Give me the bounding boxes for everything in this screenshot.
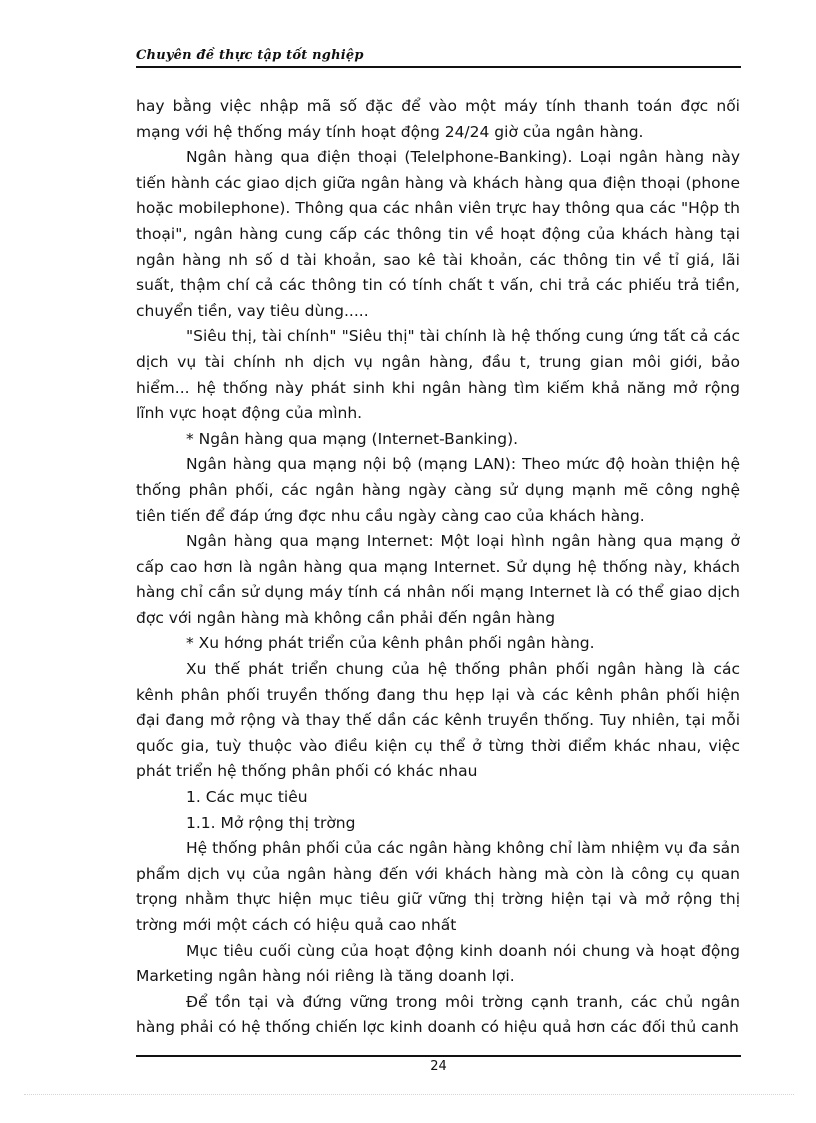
page-edge-divider [24,1094,794,1095]
paragraph: Ngân hàng qua điện thoại (Telelphone-Banking). Loại ngân hàng này tiến hành các giao dịch giữa ngân hàng và khách hàng qua điện thoại (phone hoặc mobilephone). Thông qua các nhân viên trực hay thông qua các "Hộp th thoại", ngân hàng cung cấp các thông tin về hoạt động của khách hàng tại ngân hàng nh số d tài khoản, sao kê tài khoản, các thông tin về tỉ giá, lãi suất, thậm chí cả các thông tin có tính chất t vấn, chi trả các phiếu trả tiền, chuyển tiền, vay tiêu dùng..... [136,148,740,320]
paragraph: Ngân hàng qua mạng nội bộ (mạng LAN): Theo mức độ hoàn thiện hệ thống phân phối, các ngân hàng ngày càng sử dụng mạnh mẽ công nghệ tiên tiến để đáp ứng đợc nhu cầu ngày càng cao của khách hàng. [136,455,740,525]
paragraph: Xu thế phát triển chung của hệ thống phân phối ngân hàng là các kênh phân phối truyền thống đang thu hẹp lại và các kênh phân phối hiện đại đang mở rộng và thay thế dần các kênh truyền thống. Tuy nhiên, tại mỗi quốc gia, tuỳ thuộc vào điều kiện cụ thể ở từng thời điểm khác nhau, việc phát triển hệ thống phân phối có khác nhau [136,660,740,781]
paragraph: hay bằng việc nhập mã số đặc để vào một máy tính thanh toán đợc nối mạng với hệ thống máy tính hoạt động 24/24 giờ của ngân hàng. [136,97,740,141]
paragraph: Ngân hàng qua mạng Internet: Một loại hình ngân hàng qua mạng ở cấp cao hơn là ngân hàng qua mạng Internet. Sử dụng hệ thống này, khách hàng chỉ cần sử dụng máy tính cá nhân nối mạng Internet là có thể giao dịch đợc với ngân hàng mà không cần phải đến ngân hàng [136,532,740,627]
section-heading: 1.1. Mở rộng thị trờng [186,813,356,832]
page-number: 24 [430,1059,447,1074]
section-heading: 1. Các mục tiêu [186,788,308,807]
paragraph: "Siêu thị, tài chính" "Siêu thị" tài chính là hệ thống cung ứng tất cả các dịch vụ tài chính nh dịch vụ ngân hàng, đầu t, trung gian môi giới, bảo hiểm... hệ thống này phát sinh khi ngân hàng tìm kiếm khả năng mở rộng lĩnh vực hoạt động của mình. [136,327,740,423]
running-header: Chuyên đề thực tập tốt nghiệp [136,48,364,63]
paragraph: Hệ thống phân phối của các ngân hàng không chỉ làm nhiệm vụ đa sản phẩm dịch vụ của ngân hàng đến với khách hàng mà còn là công cụ quan trọng nhằm thực hiện mục tiêu giữ vững thị trờng hiện tại và mở rộng thị trờng mới một cách có hiệu quả cao nhất [136,839,740,934]
body-text [136,94,740,1041]
paragraph: * Xu hớng phát triển của kênh phân phối ngân hàng. [186,634,595,653]
header-rule [136,66,741,68]
footer-rule [136,1055,741,1057]
paragraph: Mục tiêu cuối cùng của hoạt động kinh doanh nói chung và hoạt động Marketing ngân hàng nói riêng là tăng doanh lợi. [136,941,740,986]
paragraph: * Ngân hàng qua mạng (Internet-Banking). [186,429,519,448]
paragraph: Để tồn tại và đứng vững trong môi trờng cạnh tranh, các chủ ngân hàng phải có hệ thống chiến lợc kinh doanh có hiệu quả hơn các đối thủ canh [136,992,740,1037]
